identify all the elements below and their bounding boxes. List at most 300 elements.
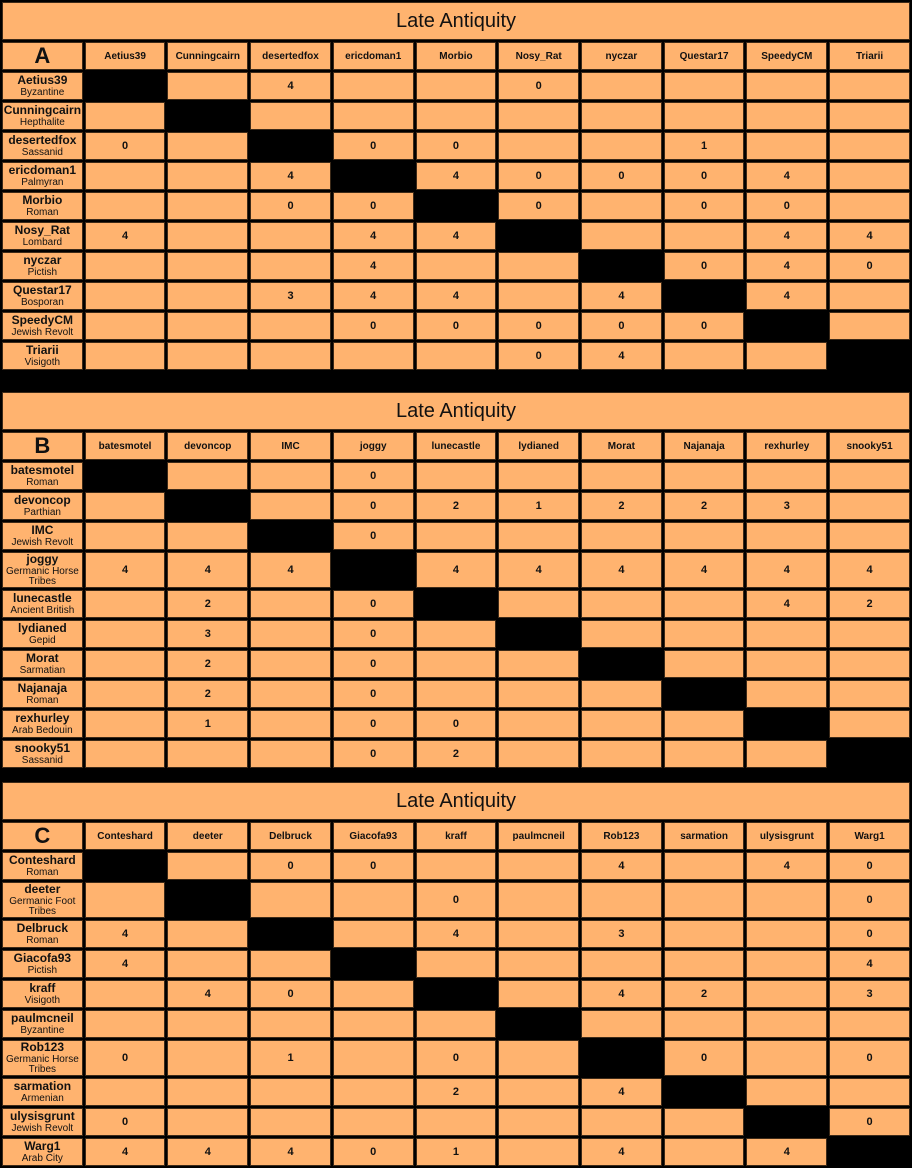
player-faction: Gepid <box>29 635 56 646</box>
result-cell <box>581 222 662 250</box>
player-faction: Hepthalite <box>19 117 65 128</box>
diagonal-cell <box>498 222 579 250</box>
player-faction: Germanic Foot Tribes <box>9 896 76 917</box>
diagonal-cell <box>85 462 166 490</box>
player-name: Delbruck <box>16 921 69 935</box>
result-cell <box>85 102 166 130</box>
result-cell <box>498 102 579 130</box>
player-name: rexhurley <box>15 711 70 725</box>
column-header-player: lunecastle <box>416 432 497 460</box>
result-cell: 4 <box>333 222 414 250</box>
result-cell <box>498 980 579 1008</box>
row-header-player <box>2 1108 83 1136</box>
result-cell <box>416 950 497 978</box>
result-cell: 4 <box>250 552 331 588</box>
group-label: B <box>2 432 83 460</box>
result-cell <box>250 1108 331 1136</box>
result-cell <box>416 852 497 880</box>
result-cell: 0 <box>498 342 579 370</box>
result-cell <box>85 620 166 648</box>
column-header-player: devoncop <box>167 432 248 460</box>
result-cell <box>746 462 827 490</box>
diagonal-cell <box>498 1010 579 1038</box>
player-faction: Roman <box>26 207 59 218</box>
result-cell <box>746 980 827 1008</box>
column-header-player: Conteshard <box>85 822 166 850</box>
diagonal-cell <box>746 1108 827 1136</box>
result-cell <box>167 522 248 550</box>
row-header-player <box>2 680 83 708</box>
result-cell <box>581 680 662 708</box>
result-cell: 0 <box>664 252 745 280</box>
column-header-player: rexhurley <box>746 432 827 460</box>
row-header-player <box>2 852 83 880</box>
table-row <box>2 1138 910 1166</box>
result-cell <box>250 950 331 978</box>
table-row <box>2 620 910 648</box>
row-header-player <box>2 342 83 370</box>
result-cell <box>664 1010 745 1038</box>
diagonal-cell <box>333 950 414 978</box>
result-cell: 1 <box>416 1138 497 1166</box>
row-header-player <box>2 222 83 250</box>
player-name: lydianed <box>18 621 67 635</box>
result-cell <box>829 680 910 708</box>
result-cell <box>746 950 827 978</box>
result-cell <box>746 1078 827 1106</box>
table-row <box>2 980 910 1008</box>
result-cell <box>581 1108 662 1136</box>
column-header-player: ericdoman1 <box>333 42 414 70</box>
table-row <box>2 852 910 880</box>
title-row <box>2 2 910 40</box>
result-cell <box>250 650 331 678</box>
row-header-player <box>2 282 83 310</box>
player-name: Morbio <box>22 193 63 207</box>
header-row <box>2 822 910 850</box>
diagonal-cell <box>746 710 827 738</box>
table-row <box>2 252 910 280</box>
result-cell <box>333 102 414 130</box>
column-header-player: Nosy_Rat <box>498 42 579 70</box>
result-cell: 4 <box>581 980 662 1008</box>
table-row <box>2 882 910 918</box>
result-cell <box>581 72 662 100</box>
result-cell <box>416 680 497 708</box>
result-cell <box>85 590 166 618</box>
result-cell <box>664 1108 745 1136</box>
column-header-player: Morbio <box>416 42 497 70</box>
row-header-player <box>2 462 83 490</box>
player-faction: Roman <box>26 695 59 706</box>
result-cell <box>167 1108 248 1136</box>
result-cell <box>167 1078 248 1106</box>
result-cell <box>581 620 662 648</box>
result-cell <box>250 882 331 918</box>
result-cell <box>167 342 248 370</box>
result-cell: 0 <box>829 920 910 948</box>
result-cell: 2 <box>416 1078 497 1106</box>
result-cell: 2 <box>416 492 497 520</box>
result-cell <box>664 710 745 738</box>
player-faction: Arab Bedouin <box>12 725 73 736</box>
table-row <box>2 1010 910 1038</box>
result-cell <box>581 882 662 918</box>
column-header-player: sarmation <box>664 822 745 850</box>
player-name: Warg1 <box>24 1139 61 1153</box>
result-cell: 0 <box>333 620 414 648</box>
result-cell <box>333 342 414 370</box>
result-cell: 4 <box>664 552 745 588</box>
result-cell: 2 <box>581 492 662 520</box>
result-cell <box>250 462 331 490</box>
result-cell: 4 <box>829 552 910 588</box>
diagonal-cell <box>250 920 331 948</box>
player-faction: Germanic Horse Tribes <box>5 566 79 587</box>
row-header-player <box>2 492 83 520</box>
result-cell <box>581 462 662 490</box>
result-cell <box>167 852 248 880</box>
result-cell <box>498 882 579 918</box>
result-cell: 4 <box>250 162 331 190</box>
result-cell: 0 <box>829 852 910 880</box>
diagonal-cell <box>167 492 248 520</box>
column-header-player: Delbruck <box>250 822 331 850</box>
result-cell <box>581 710 662 738</box>
result-cell <box>664 342 745 370</box>
result-cell <box>498 1040 579 1076</box>
result-cell <box>829 650 910 678</box>
result-cell <box>416 650 497 678</box>
result-cell: 4 <box>333 282 414 310</box>
result-cell <box>250 710 331 738</box>
table-row <box>2 462 910 490</box>
result-cell <box>85 1078 166 1106</box>
result-cell: 4 <box>85 950 166 978</box>
result-cell <box>581 740 662 768</box>
result-cell: 0 <box>829 882 910 918</box>
result-cell <box>498 132 579 160</box>
result-cell <box>333 72 414 100</box>
diagonal-cell <box>85 852 166 880</box>
result-cell <box>829 522 910 550</box>
player-name: batesmotel <box>10 463 75 477</box>
result-cell <box>664 950 745 978</box>
player-name: Cunningcairn <box>3 103 82 117</box>
player-name: IMC <box>31 523 54 537</box>
result-cell <box>333 1040 414 1076</box>
result-cell <box>167 1040 248 1076</box>
group-table-b <box>0 390 912 770</box>
result-cell <box>416 1010 497 1038</box>
table-row <box>2 680 910 708</box>
result-cell: 0 <box>85 1040 166 1076</box>
result-cell <box>664 102 745 130</box>
result-cell <box>333 980 414 1008</box>
result-cell: 4 <box>498 552 579 588</box>
table-row <box>2 710 910 738</box>
result-cell <box>333 1010 414 1038</box>
result-cell <box>829 282 910 310</box>
header-row <box>2 432 910 460</box>
table-row <box>2 162 910 190</box>
result-cell: 4 <box>416 920 497 948</box>
player-faction: Pictish <box>27 267 58 278</box>
player-faction: Byzantine <box>20 1025 65 1036</box>
row-header-player <box>2 882 83 918</box>
column-header-player: batesmotel <box>85 432 166 460</box>
result-cell <box>498 680 579 708</box>
row-header-player <box>2 132 83 160</box>
row-header-player <box>2 590 83 618</box>
player-faction: Jewish Revolt <box>11 327 74 338</box>
player-faction: Ancient British <box>10 605 75 616</box>
result-cell <box>167 132 248 160</box>
result-cell: 2 <box>167 650 248 678</box>
column-header-player: Warg1 <box>829 822 910 850</box>
row-header-player <box>2 1078 83 1106</box>
player-name: sarmation <box>13 1079 72 1093</box>
diagonal-cell <box>746 312 827 340</box>
result-cell: 4 <box>416 222 497 250</box>
result-cell: 0 <box>250 980 331 1008</box>
result-cell <box>498 740 579 768</box>
result-cell <box>664 620 745 648</box>
result-cell: 0 <box>416 312 497 340</box>
result-cell: 0 <box>85 1108 166 1136</box>
result-cell <box>498 1138 579 1166</box>
result-cell <box>581 102 662 130</box>
column-header-player: nyczar <box>581 42 662 70</box>
result-cell: 4 <box>746 852 827 880</box>
diagonal-cell <box>829 1138 910 1166</box>
result-cell <box>664 650 745 678</box>
result-cell <box>829 492 910 520</box>
result-cell: 0 <box>85 132 166 160</box>
result-cell: 0 <box>581 312 662 340</box>
result-cell: 4 <box>746 590 827 618</box>
result-cell <box>416 72 497 100</box>
row-header-player <box>2 1138 83 1166</box>
player-name: devoncop <box>14 493 71 507</box>
result-cell <box>250 252 331 280</box>
column-header-player: Cunningcairn <box>167 42 248 70</box>
result-cell <box>829 132 910 160</box>
result-cell: 0 <box>250 192 331 220</box>
result-cell: 4 <box>85 1138 166 1166</box>
result-cell <box>85 342 166 370</box>
diagonal-cell <box>416 192 497 220</box>
result-cell: 4 <box>85 222 166 250</box>
player-faction: Visigoth <box>24 995 61 1006</box>
result-cell: 4 <box>416 162 497 190</box>
result-cell <box>333 882 414 918</box>
result-cell: 4 <box>167 552 248 588</box>
result-cell: 4 <box>416 282 497 310</box>
table-row <box>2 552 910 588</box>
result-cell <box>829 72 910 100</box>
result-cell: 4 <box>581 342 662 370</box>
result-cell <box>85 680 166 708</box>
player-faction: Arab City <box>21 1153 63 1164</box>
player-faction: Palmyran <box>21 177 64 188</box>
result-cell <box>167 222 248 250</box>
result-cell: 1 <box>167 710 248 738</box>
result-cell <box>167 950 248 978</box>
row-header-player <box>2 1010 83 1038</box>
result-cell <box>498 282 579 310</box>
column-header-player: desertedfox <box>250 42 331 70</box>
player-faction: Jewish Revolt <box>11 537 74 548</box>
result-cell <box>498 522 579 550</box>
result-cell <box>85 492 166 520</box>
player-faction: Pictish <box>27 965 58 976</box>
result-cell: 4 <box>167 980 248 1008</box>
diagonal-cell <box>498 620 579 648</box>
table-row <box>2 590 910 618</box>
player-faction: Visigoth <box>24 357 61 368</box>
column-header-player: SpeedyCM <box>746 42 827 70</box>
result-cell: 0 <box>664 162 745 190</box>
result-cell: 0 <box>333 492 414 520</box>
result-cell: 0 <box>333 132 414 160</box>
result-cell <box>664 740 745 768</box>
result-cell <box>829 462 910 490</box>
table-row <box>2 132 910 160</box>
result-cell <box>498 590 579 618</box>
result-cell: 3 <box>829 980 910 1008</box>
result-cell <box>829 620 910 648</box>
result-cell <box>498 710 579 738</box>
result-cell <box>250 1078 331 1106</box>
result-cell <box>746 102 827 130</box>
result-cell <box>746 1040 827 1076</box>
player-name: Nosy_Rat <box>14 223 71 237</box>
row-header-player <box>2 252 83 280</box>
row-header-player <box>2 312 83 340</box>
result-cell: 4 <box>829 950 910 978</box>
result-cell: 4 <box>746 252 827 280</box>
result-cell <box>167 162 248 190</box>
result-cell: 0 <box>664 1040 745 1076</box>
result-cell <box>416 462 497 490</box>
player-name: Aetius39 <box>17 73 68 87</box>
result-cell <box>829 1010 910 1038</box>
result-cell: 4 <box>746 282 827 310</box>
row-header-player <box>2 650 83 678</box>
result-cell <box>664 522 745 550</box>
diagonal-cell <box>581 1040 662 1076</box>
group-table-a <box>0 0 912 372</box>
result-cell <box>746 882 827 918</box>
table-row <box>2 342 910 370</box>
result-cell <box>416 252 497 280</box>
result-cell: 0 <box>416 710 497 738</box>
result-cell <box>664 590 745 618</box>
player-faction: Byzantine <box>20 87 65 98</box>
result-cell <box>250 222 331 250</box>
result-cell: 0 <box>333 680 414 708</box>
result-cell: 0 <box>581 162 662 190</box>
result-cell <box>746 620 827 648</box>
result-cell: 0 <box>250 852 331 880</box>
result-cell <box>250 312 331 340</box>
column-header-player: Morat <box>581 432 662 460</box>
result-cell <box>250 342 331 370</box>
result-cell <box>664 852 745 880</box>
player-faction: Parthian <box>23 507 61 518</box>
result-cell: 3 <box>746 492 827 520</box>
result-cell: 4 <box>581 852 662 880</box>
player-name: Conteshard <box>9 853 76 867</box>
result-cell: 0 <box>333 590 414 618</box>
diagonal-cell <box>85 72 166 100</box>
player-name: ulysisgrunt <box>10 1109 75 1123</box>
result-cell: 0 <box>333 1138 414 1166</box>
table-title: Late Antiquity <box>2 782 910 820</box>
result-cell <box>333 1078 414 1106</box>
result-cell <box>85 740 166 768</box>
result-cell <box>333 1108 414 1136</box>
result-cell <box>664 882 745 918</box>
result-cell: 4 <box>85 552 166 588</box>
result-cell: 0 <box>333 710 414 738</box>
result-cell: 4 <box>250 1138 331 1166</box>
result-cell: 0 <box>498 192 579 220</box>
result-cell <box>746 680 827 708</box>
result-cell <box>581 192 662 220</box>
diagonal-cell <box>416 980 497 1008</box>
result-cell: 4 <box>581 282 662 310</box>
result-cell <box>498 1078 579 1106</box>
row-header-player <box>2 950 83 978</box>
player-faction: Roman <box>26 867 59 878</box>
column-header-player: Aetius39 <box>85 42 166 70</box>
result-cell: 4 <box>581 1078 662 1106</box>
results-grid <box>0 780 912 1168</box>
result-cell: 4 <box>167 1138 248 1166</box>
result-cell <box>746 920 827 948</box>
row-header-player <box>2 522 83 550</box>
result-cell <box>416 342 497 370</box>
column-header-player: Triarii <box>829 42 910 70</box>
result-cell: 2 <box>416 740 497 768</box>
result-cell <box>664 462 745 490</box>
result-cell: 0 <box>333 462 414 490</box>
result-cell: 4 <box>746 162 827 190</box>
column-header-player: IMC <box>250 432 331 460</box>
result-cell <box>167 312 248 340</box>
result-cell: 3 <box>167 620 248 648</box>
player-faction: Germanic Horse Tribes <box>5 1054 79 1075</box>
table-row <box>2 72 910 100</box>
diagonal-cell <box>167 882 248 918</box>
row-header-player <box>2 740 83 768</box>
row-header-player <box>2 710 83 738</box>
result-cell <box>581 950 662 978</box>
result-cell <box>746 650 827 678</box>
player-name: SpeedyCM <box>11 313 74 327</box>
result-cell <box>250 680 331 708</box>
result-cell <box>746 1010 827 1038</box>
result-cell: 4 <box>746 1138 827 1166</box>
column-header-player: paulmcneil <box>498 822 579 850</box>
column-header-player: joggy <box>333 432 414 460</box>
result-cell: 0 <box>498 162 579 190</box>
result-cell <box>664 222 745 250</box>
result-cell <box>333 920 414 948</box>
results-grid <box>0 390 912 770</box>
